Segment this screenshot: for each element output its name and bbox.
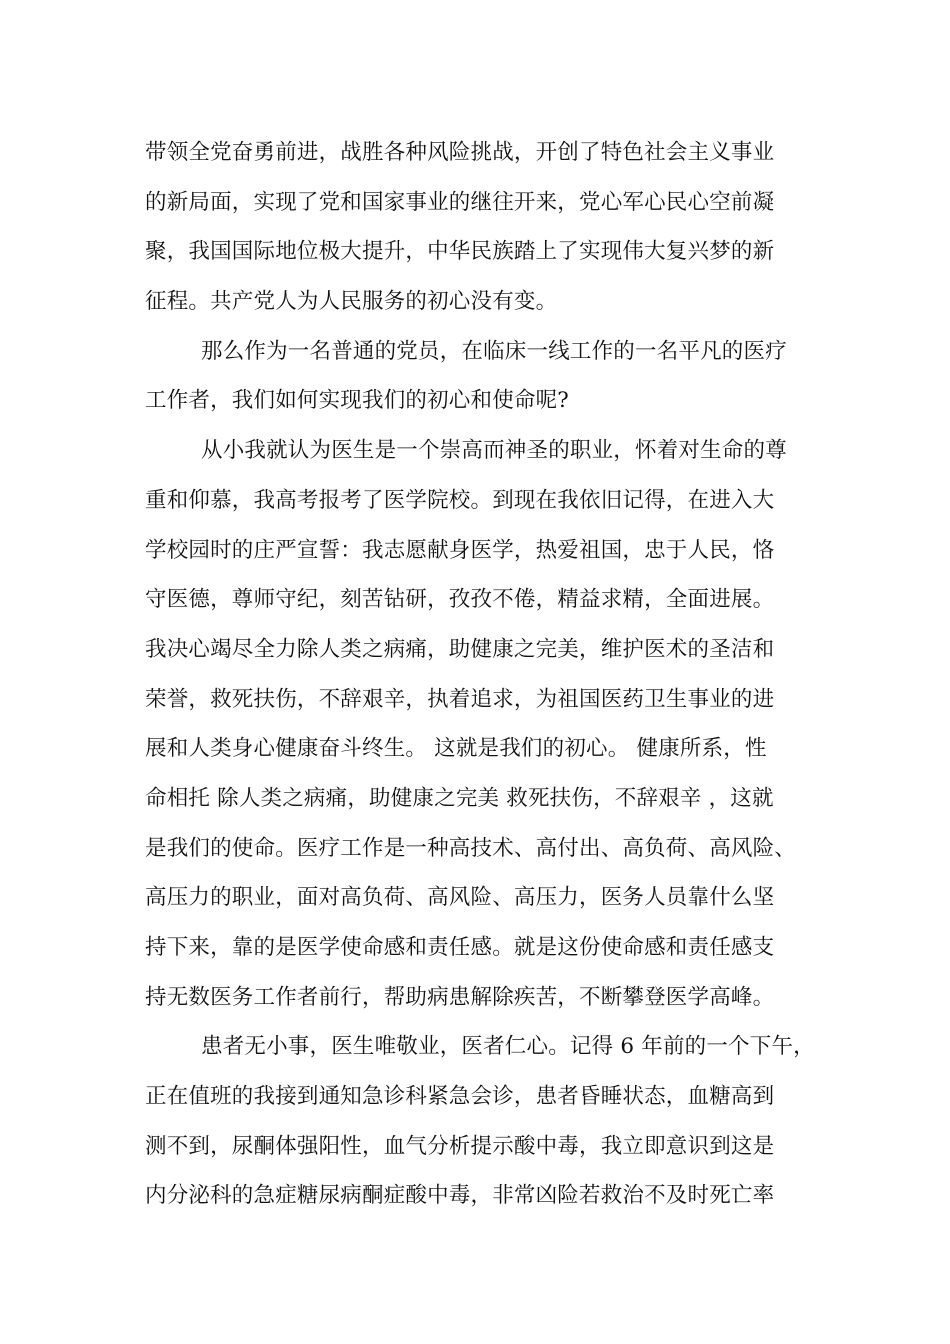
- text-line: 荣誉，救死扶伤，不辞艰辛，执着追求，为祖国医药卫生事业的进: [145, 686, 775, 712]
- text-line: 学校园时的庄严宣誓：我志愿献身医学，热爱祖国，忠于人民，恪: [145, 537, 775, 563]
- text-line: 带领全党奋勇前进，战胜各种风险挑战，开创了特色社会主义事业: [145, 140, 775, 165]
- text-line: 征程。共产党人为人民服务的初心没有变。: [145, 289, 558, 315]
- text-line: 的新局面，实现了党和国家事业的继往开来，党心军心民心空前凝: [145, 189, 775, 215]
- document-body: [145, 128, 825, 1221]
- paragraph-first-line: 患者无小事，医生唯敬业，医者仁心。记得 6 年前的一个下午，: [201, 1034, 815, 1060]
- text-line: 高压力的职业，面对高负荷、高风险、高压力，医务人员靠什么坚: [145, 885, 775, 911]
- text-line: 命相托 除人类之病痛，助健康之完美 救死扶伤，不辞艰辛 ，这就: [145, 785, 774, 811]
- text-line: 正在值班的我接到通知急诊科紧急会诊，患者昏睡状态，血糖高到: [145, 1084, 775, 1110]
- paragraph-first-line: 那么作为一名普通的党员，在临床一线工作的一名平凡的医疗: [201, 338, 787, 364]
- text-line: 工作者，我们如何实现我们的初心和使命呢?: [145, 388, 570, 414]
- text-line: 持下来，靠的是医学使命感和责任感。就是这份使命感和责任感支: [145, 935, 775, 960]
- paragraph-first-line: 从小我就认为医生是一个崇高而神圣的职业，怀着对生命的尊: [201, 438, 787, 464]
- text-line: 持无数医务工作者前行，帮助病患解除疾苦，不断攀登医学高峰。: [145, 984, 775, 1010]
- text-line: 聚，我国国际地位极大提升，中华民族踏上了实现伟大复兴梦的新: [145, 239, 775, 265]
- text-line: 我决心竭尽全力除人类之病痛，助健康之完美，维护医术的圣洁和: [145, 636, 775, 662]
- text-line: 是我们的使命。医疗工作是一种高技术、高付出、高负荷、高风险、: [145, 835, 797, 861]
- text-line: 守医德，尊师守纪，刻苦钻研，孜孜不倦，精益求精，全面进展。: [145, 587, 775, 613]
- text-line: 测不到，尿酮体强阳性，血气分析提示酸中毒，我立即意识到这是: [145, 1133, 775, 1159]
- text-line: 重和仰慕，我高考报考了医学院校。到现在我依旧记得，在进入大: [145, 487, 775, 513]
- text-line: 展和人类身心健康奋斗终生。 这就是我们的初心。 健康所系，性: [145, 736, 767, 762]
- text-line: 内分泌科的急症糖尿病酮症酸中毒，非常凶险若救治不及时死亡率: [145, 1183, 775, 1209]
